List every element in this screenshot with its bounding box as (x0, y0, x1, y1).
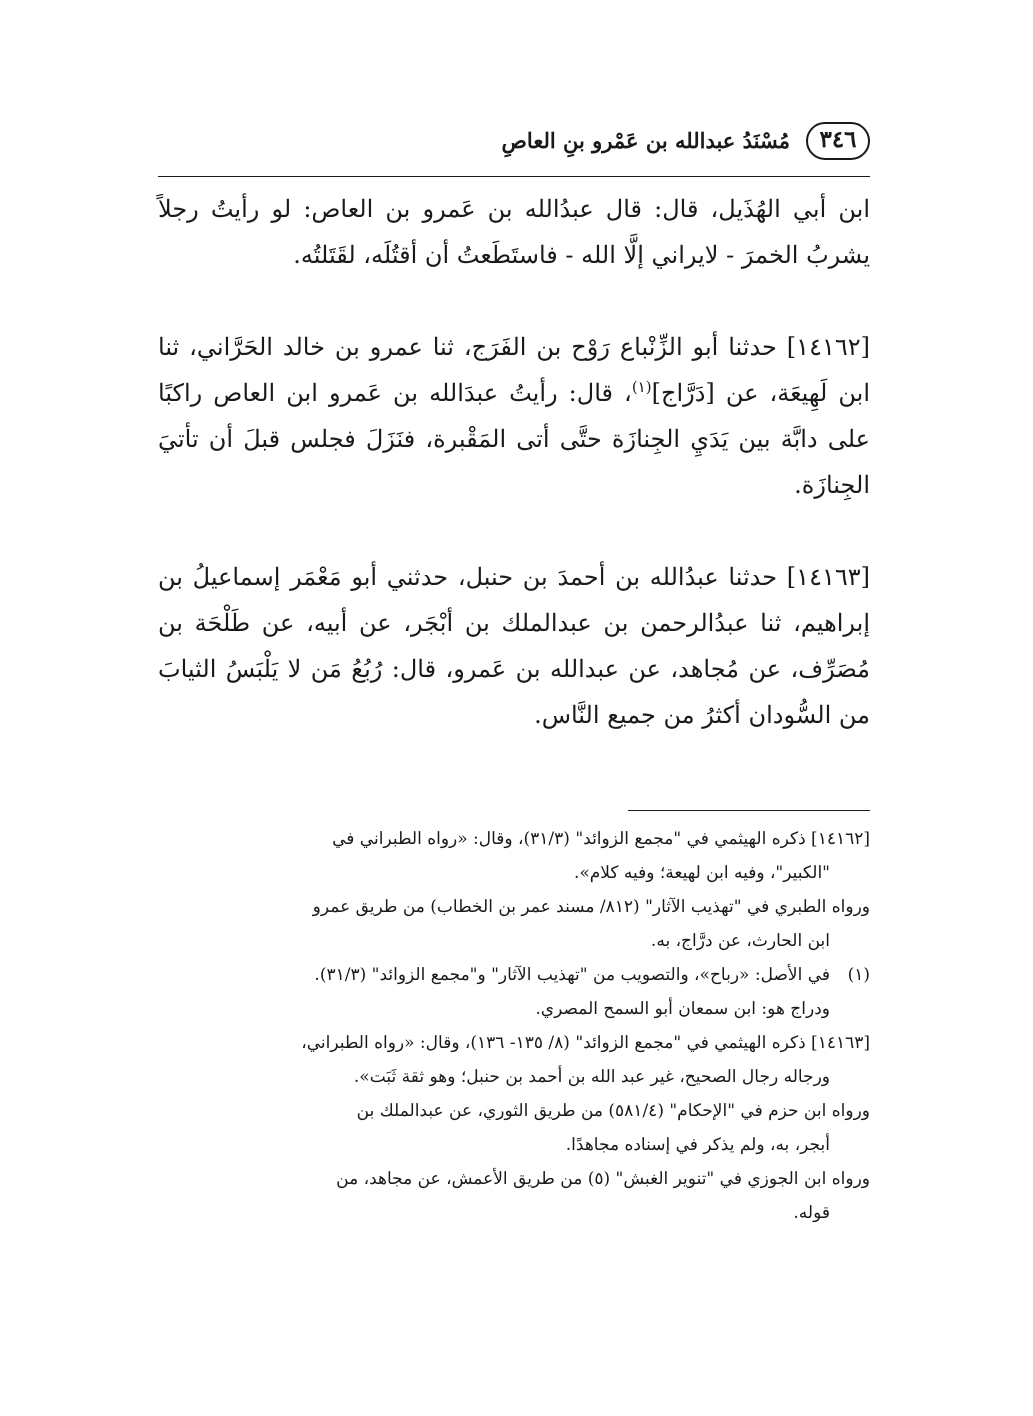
footnote-line: ورواه ابن حزم في "الإحكام" (٥٨١/٤) من طريق الثوري، عن عبدالملك بن (356, 1101, 870, 1121)
footnote-line: ورواه الطبري في "تهذيب الآثار" (٨١٢/ مسند عمر بن الخطاب) من طريق عمرو (312, 897, 870, 917)
footnote-text: في الأصل: «رباح»، والتصويب من "تهذيب الآثار" و"مجمع الزوائد" (٣١/٣). (314, 965, 830, 985)
footnote-continuation: قوله. (793, 1203, 830, 1223)
paragraph-hadith-14162 (158, 324, 870, 508)
paragraph-text-before-marker: [١٤١٦٢] حدثنا أبو الزِّنْباع رَوْح بن الفَرَج، ثنا عمرو بن خالد الحَرَّاني، ثنا ابن لَهِيعَة، عن [دَرَّاج] (158, 333, 870, 407)
footnote-line: [١٤١٦٣] ذكره الهيثمي في "مجمع الزوائد" (٨/ ١٣٥- ١٣٦)، وقال: «رواه الطبراني، (301, 1033, 870, 1053)
footnote-marker: (١) (631, 378, 652, 396)
footnote-divider (628, 810, 870, 811)
footnote-line (158, 958, 870, 992)
paragraph-hadith-14163: [١٤١٦٣] حدثنا عبدُالله بن أحمدَ بن حنبل، حدثني أبو مَعْمَر إسماعيلُ بن إبراهيم، ثنا عبدُالرحمن بن عبدالملك بن أبْجَر، عن أبيه، عن طَلْحَة بن مُصَرِّف، عن مُجاهد، عن عبدالله بن عَمرو، قال: رُبُعُ مَن لا يَلْبَسُ الثيابَ من السُّودان أكثرُ من جميع النَّاس. (158, 563, 870, 729)
paragraph-continuation: ابن أبي الهُذَيل، قال: قال عبدُالله بن عَمرو بن العاص: لو رأيتُ رجلاً يشربُ الخمرَ - لايراني إلَّا الله - فاستَطَعتُ أن أقتُلَه، لقَتَلتُه. (158, 195, 870, 269)
footnote-14163-ibn-jawzi (158, 1162, 870, 1230)
footnote-line: ورواه ابن الجوزي في "تنوير الغبش" (٥) من طريق الأعمش، عن مجاهد، من (336, 1169, 870, 1189)
footnote-continuation: أبجر، به، ولم يذكر في إسناده مجاهدًا. (565, 1135, 830, 1155)
footnote-14162 (158, 822, 870, 890)
running-title: مُسْنَدُ عبدالله بن عَمْرو بنِ العاصِ (501, 128, 790, 153)
footnote-continuation: ابن الحارث، عن درَّاج، به. (650, 931, 830, 951)
footnote-14162-tabari (158, 890, 870, 958)
footnote-line: [١٤١٦٢] ذكره الهيثمي في "مجمع الزوائد" (٣١/٣)، وقال: «رواه الطبراني في (332, 829, 870, 849)
footnote-14163-ibn-hazm (158, 1094, 870, 1162)
footnote-1 (158, 958, 870, 1026)
footnote-continuation: ورجاله رجال الصحيح، غير عبد الله بن أحمد بن حنبل؛ وهو ثقة ثَبَت». (353, 1067, 830, 1087)
footnotes-section (158, 822, 870, 1230)
main-text (158, 186, 870, 738)
footnote-number: (١) (847, 965, 870, 985)
paragraph-text-after-marker: ، قال: رأيتُ عبدَالله بن عَمرو ابن العاص راكبًا على دابَّة بين يَدَيِ الجِنازَة حتَّى أتى المَقْبرة، فنَزَلَ فجلس قبلَ أن تأتيَ الجِنازَة. (158, 379, 870, 499)
footnote-14163 (158, 1026, 870, 1094)
footnote-continuation: "الكبير"، وفيه ابن لهيعة؛ وفيه كلام». (573, 863, 830, 883)
page-number: ٣٤٦ (806, 122, 870, 160)
header-divider (158, 176, 870, 177)
page-header (158, 118, 870, 178)
footnote-continuation: ودراج هو: ابن سمعان أبو السمح المصري. (535, 999, 830, 1019)
